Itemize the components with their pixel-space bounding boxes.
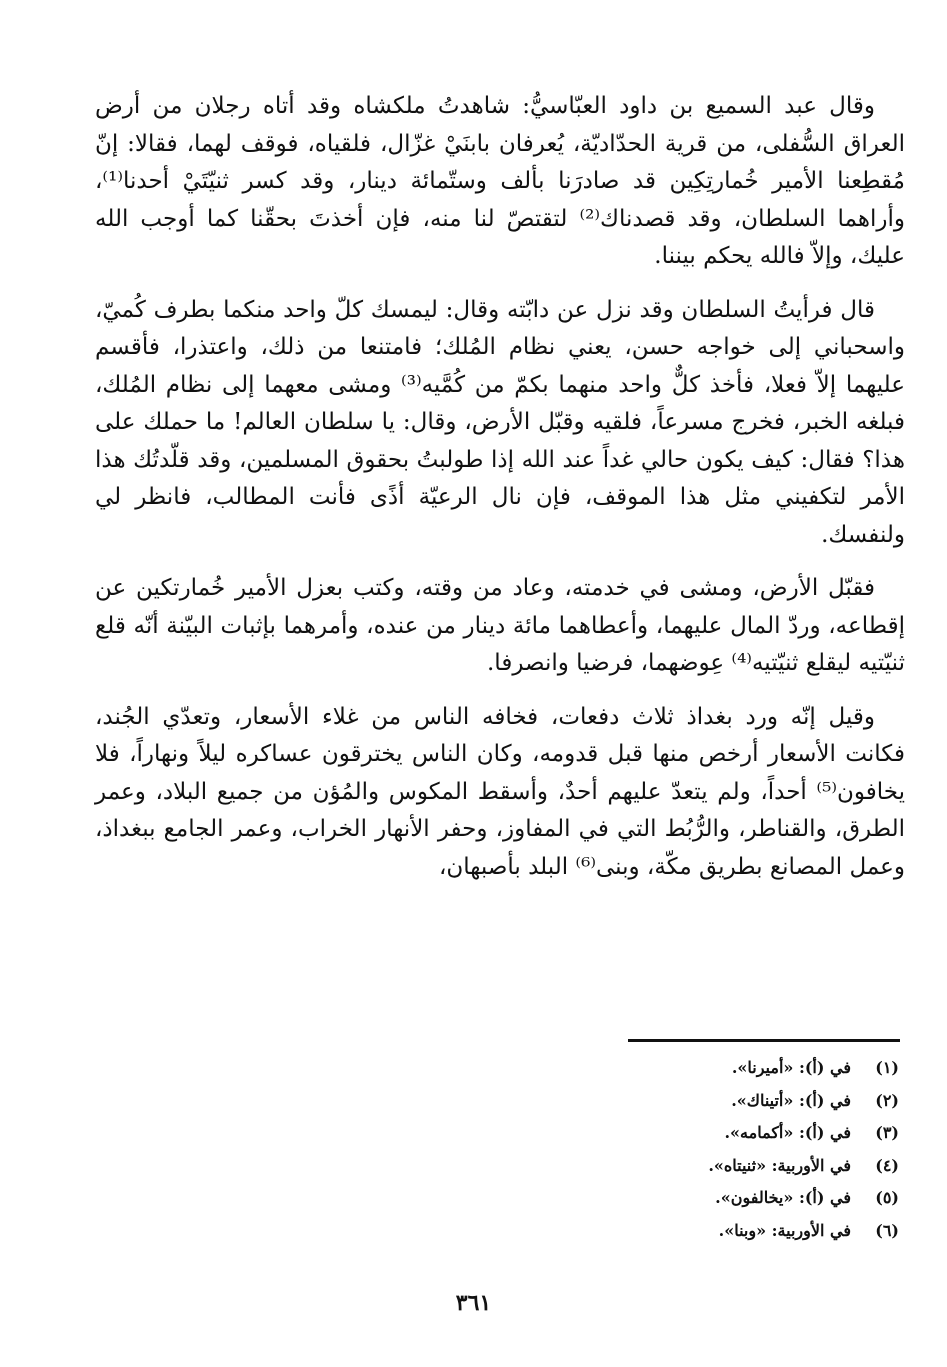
footnote-text: في (أ): «أميرنا».: [731, 1058, 851, 1077]
footnote-number: (٦): [875, 1220, 899, 1240]
footnote-text: في (أ): «أتيناك».: [731, 1090, 851, 1110]
paragraph-1: وقال عبد السميع بن داود العبّاسيُّ: شاهدتُ ملكشاه وقد أتاه رجلان من أرض العراق السُّفلى، من قرية الحدّاديّة، يُعرفان بابنَيْ غزّال، فلقياه، فوقف لهما، فقالا: إنّ مُقطِعنا الأمير خُمارتِكِين قد صادرَنا بألف وستّمائة دينار، وقد كسر ثنيّتَيْ أحدنا⁽¹⁾، وأراهما السلطان، وقد قصدناك⁽²⁾ لتقتصّ لنا منه، فإن أخذتَ بحقّنا كما أوجب الله عليك، وإلاّ فالله يحكم بيننا.: [95, 93, 905, 269]
footnote-text: في (أ): «أكمامه».: [724, 1123, 851, 1142]
page-number: ٣٦١: [455, 1290, 492, 1316]
footnote-item: [519, 1052, 899, 1085]
footnote-divider: [628, 1039, 900, 1042]
footnote-number: (٣): [875, 1123, 899, 1142]
footnote-text: في الأوربية: «ثنيتاه».: [708, 1155, 851, 1175]
paragraph-3: فقبّل الأرض، ومشى في خدمته، وعاد من وقته، وكتب بعزل الأمير خُمارتكين عن إقطاعه، وردّ المال عليهما، وأعطاهما مائة دينار من عنده، وأمرهما بإثبات البيّنة أنّه قلع ثنيّتيه ليقلع ثنيّتيه⁽⁴⁾ عِوضهما، فرضيا وانصرفا.: [95, 575, 905, 676]
paragraph-2: قال فرأيتُ السلطان وقد نزل عن دابّته وقال: ليمسك كلّ واحد منكما بطرف كُميّ، واسحباني إلى خواجه حسن، يعني نظام المُلك؛ فامتنعا من ذلك، واعتذرا، فأقسم عليهما إلاّ فعلا، فأخذ كلٌّ واحد منهما بكمّ من كُمَّيه⁽³⁾ ومشى معهما إلى نظام المُلك، فبلغه الخبر، فخرج مسرعاً، فلقيه وقبّل الأرض، وقال: يا سلطان العالم! ما حملك على هذا؟ فقال: كيف يكون حالي غداً عند الله إذا طولبتُ بحقوق المسلمين، وقد قلّدتُك هذا الأمر لتكفيني مثل هذا الموقف، فإن نال الرعيّة أذًى فأنت المطالب، فانظر لي ولنفسك.: [95, 296, 906, 548]
footnote-item: [519, 1150, 899, 1183]
footnote-item: [519, 1215, 899, 1248]
paragraph-4: وقيل إنّه ورد بغداذ ثلاث دفعات، فخافه الناس من غلاء الأسعار، وتعدّي الجُند، فكانت الأسعار أرخص منها قبل قدومه، وكان الناس يخترقون عساكره ليلاً ونهاراً، فلا يخافون⁽⁵⁾ أحداً، ولم يتعدّ عليهم أحدٌ، وأسقط المكوس والمُؤن من جميع البلاد، وعمر الطرق، والقناطر، والرُّبُط التي في المفاوز، وحفر الأنهار الخراب، وعمر الجامع ببغداذ، وعمل المصانع بطريق مكّة، وبنى⁽⁶⁾ البلد بأصبهان،: [95, 703, 905, 880]
footnote-number: (٥): [875, 1188, 899, 1207]
footnotes-list: [519, 1052, 899, 1247]
footnote-item: [519, 1182, 899, 1215]
footnote-number: (٤): [875, 1155, 899, 1175]
footnote-item: [519, 1117, 899, 1150]
footnote-number: (١): [875, 1058, 899, 1077]
footnote-number: (٢): [875, 1090, 899, 1110]
footnote-text: في (أ): «يخالفون».: [715, 1188, 851, 1207]
footnote-item: [519, 1085, 899, 1118]
main-text-block: [95, 88, 905, 886]
footnote-text: في الأوربية: «وبنا».: [718, 1220, 851, 1240]
